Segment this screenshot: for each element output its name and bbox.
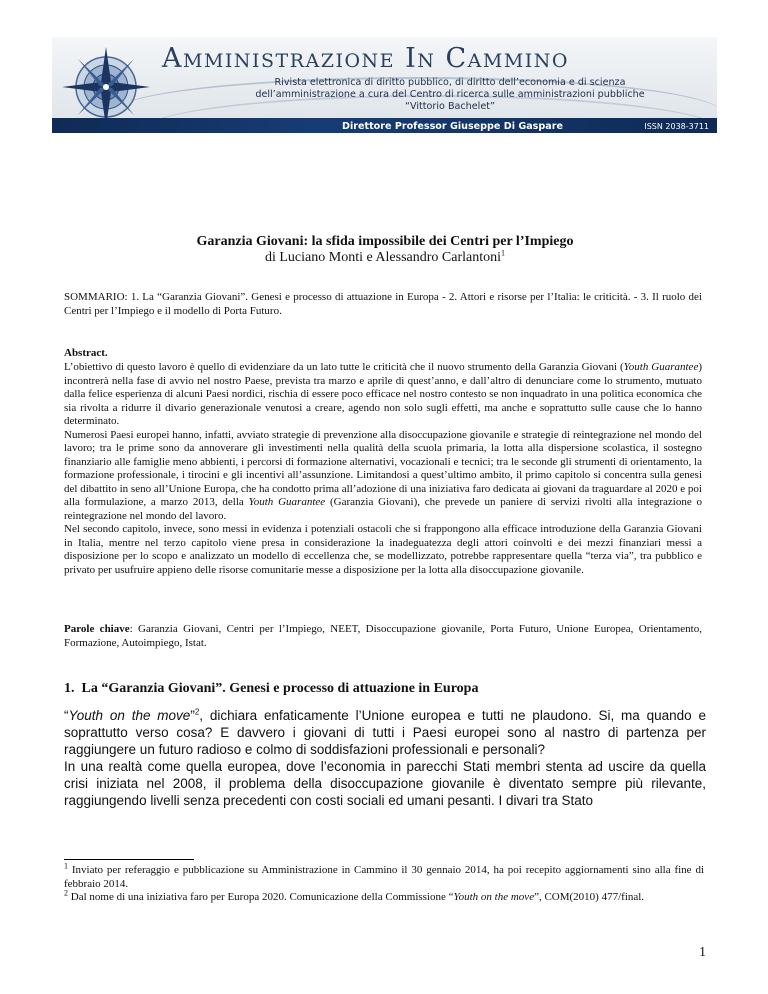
footnote-ref-2[interactable]: 2 xyxy=(194,707,200,717)
keywords-text: : Garanzia Giovani, Centri per l’Impiego, NEET, Disoccupazione giovanile, Porta Futuro, Unione Europea, Orientamento, Formazione, Autoimpiego, Istat. xyxy=(64,623,702,649)
footnote-1: $^1$ Inviato per referaggio e pubblicazione su Amministrazione in Cammino il 30 gennaio 2014, ha poi recepito aggiornamenti sino alla fine di febbraio 2014. xyxy=(64,861,704,890)
body-paragraph: In una realtà come quella europea, dove l’economia in parecchi Stati membri stenta ad uscire da quella crisi iniziata nel 2008, il problema della disoccupazione giovanile è diventato sempre più rilevante, raggiungendo livelli senza precedenti con costi sociali ed umani pesanti. I divari tra Stato xyxy=(64,759,706,808)
abstract-emphasis: Youth Guarantee xyxy=(248,496,326,508)
article-title: Garanzia Giovani: la sfida impossibile dei Centri per l’Impiego xyxy=(196,234,574,249)
footnotes xyxy=(64,861,704,905)
journal-subtitle-line: “Vittorio Bachelet” xyxy=(405,101,495,112)
abstract-paragraph: L’obiettivo di questo lavoro è quello di evidenziare da un lato tutte le criticità che il nuovo strumento della Garanzia Giovani (Youth Guarantee) incontrerà nella fase di avvio nel nostro Paese, prevista tra marzo e aprile di quest’anno, e dall’altro di denunciare come lo strumento, mutuato dalla felice esperienza di alcuni Paesi nordici, rischia di essere poco efficace nel nostro contesto se non inquadrato in una politica economica che sia rivolta a ridurre il divario generazionale venutosi a creare, agendo non solo sugli effetti, ma anche e soprattutto sulle cause che lo hanno determinato. xyxy=(64,361,702,427)
section-body xyxy=(64,707,706,809)
abstract-body xyxy=(64,361,702,577)
journal-subtitle-line: dell’amministrazione a cura del Centro di ricerca sulle amministrazioni pubbliche xyxy=(255,89,645,100)
compass-rose-logo-icon xyxy=(58,45,154,129)
journal-subtitle-line: Rivista elettronica di diritto pubblico, di diritto dell’economia e di scienza xyxy=(274,77,626,88)
keywords-label: Parole chiave xyxy=(64,623,130,635)
article-authors xyxy=(60,249,710,266)
abstract-paragraph: Nel secondo capitolo, invece, sono messi in evidenza i potenziali ostacoli che si frappongono alla efficace introduzione della Garanzia Giovani in Italia, mentre nel terzo capitolo viene presa in considerazione la inadeguatezza degli attori coinvolti e dei mezzi finanziari messi a disposizione per lo scopo e analizzato un modello di eccellenza che, se modellizzato, potrebbe rappresentare quella “terza via”, tra pubblico e privato per usufruire appieno delle risorse comunitarie messe a disposizione per la lotta alla disoccupazione giovanile. xyxy=(64,523,702,576)
body-emphasis: Youth on the move xyxy=(68,708,191,723)
abstract-heading: Abstract. xyxy=(64,347,108,359)
footnote-divider xyxy=(64,859,194,860)
journal-issn: ISSN 2038-3711 xyxy=(644,122,709,131)
journal-title: Amministrazione In Cammino xyxy=(162,43,569,74)
abstract-emphasis: Youth Guarantee xyxy=(623,361,699,373)
body-paragraph: “Youth on the move”$^2$, dichiara enfaticamente l’Unione europea e tutti ne plaudono. Si, ma quando e soprattutto verso cosa? E davvero i giovani di tutti i Paesi europei sono al nastro di partenza per raggiungere un futuro radioso e colmo di soddisfazioni professionali e personali? xyxy=(64,707,706,757)
journal-subtitle xyxy=(170,77,717,113)
page-number: 1 xyxy=(699,945,706,960)
abstract-paragraph: Numerosi Paesi europei hanno, infatti, avviato strategie di prevenzione alla disoccupazione giovanile e strategie di reintegrazione nel mondo del lavoro; tra le prime sono da annoverare gli investimenti nella qualità della scuola primaria, la lotta alla dispersione scolastica, il sostegno finanziario alle famiglie meno abbienti, i percorsi di formazione alternativi, vocazionali e tecnici; tra le seconde gli strumenti di orientamento, la formazione professionale, i tirocini e gli incentivi all’assunzione. Limitandosi a quest’ultimo ambito, il primo capitolo si concentra sulla genesi del dibattito in seno all’Unione Europa, che ha condotto prima all’adozione di una iniziativa faro dedicata ai giovani da traguardare al 2020 e poi alla formulazione, a marzo 2013, della Youth Guarantee (Garanzia Giovani), che prevede un paniere di servizi rivolti alla integrazione o reintegrazione nel mondo del lavoro. xyxy=(64,428,703,522)
table-of-contents-summary: SOMMARIO: 1. La “Garanzia Giovani”. Genesi e processo di attuazione in Europa - 2. Attori e risorse per l’Italia: le criticità. - 3. Il ruolo dei Centri per l’Impiego e il modello di Porta Futuro. xyxy=(64,291,702,317)
section-heading: 1. La “Garanzia Giovani”. Genesi e processo di attuazione in Europa xyxy=(64,681,479,696)
footnote-2: $^2$ Dal nome di una iniziativa faro per Europa 2020. Comunicazione della Commissione “Youth on the move”, COM(2010) 477/final. xyxy=(64,888,645,903)
footnote-ref-1[interactable]: 1 xyxy=(501,248,505,258)
journal-director: Direttore Professor Giuseppe Di Gaspare xyxy=(342,121,563,132)
keywords xyxy=(64,623,702,650)
authors-text: di Luciano Monti e Alessandro Carlantoni xyxy=(264,250,501,265)
journal-banner xyxy=(52,37,717,133)
